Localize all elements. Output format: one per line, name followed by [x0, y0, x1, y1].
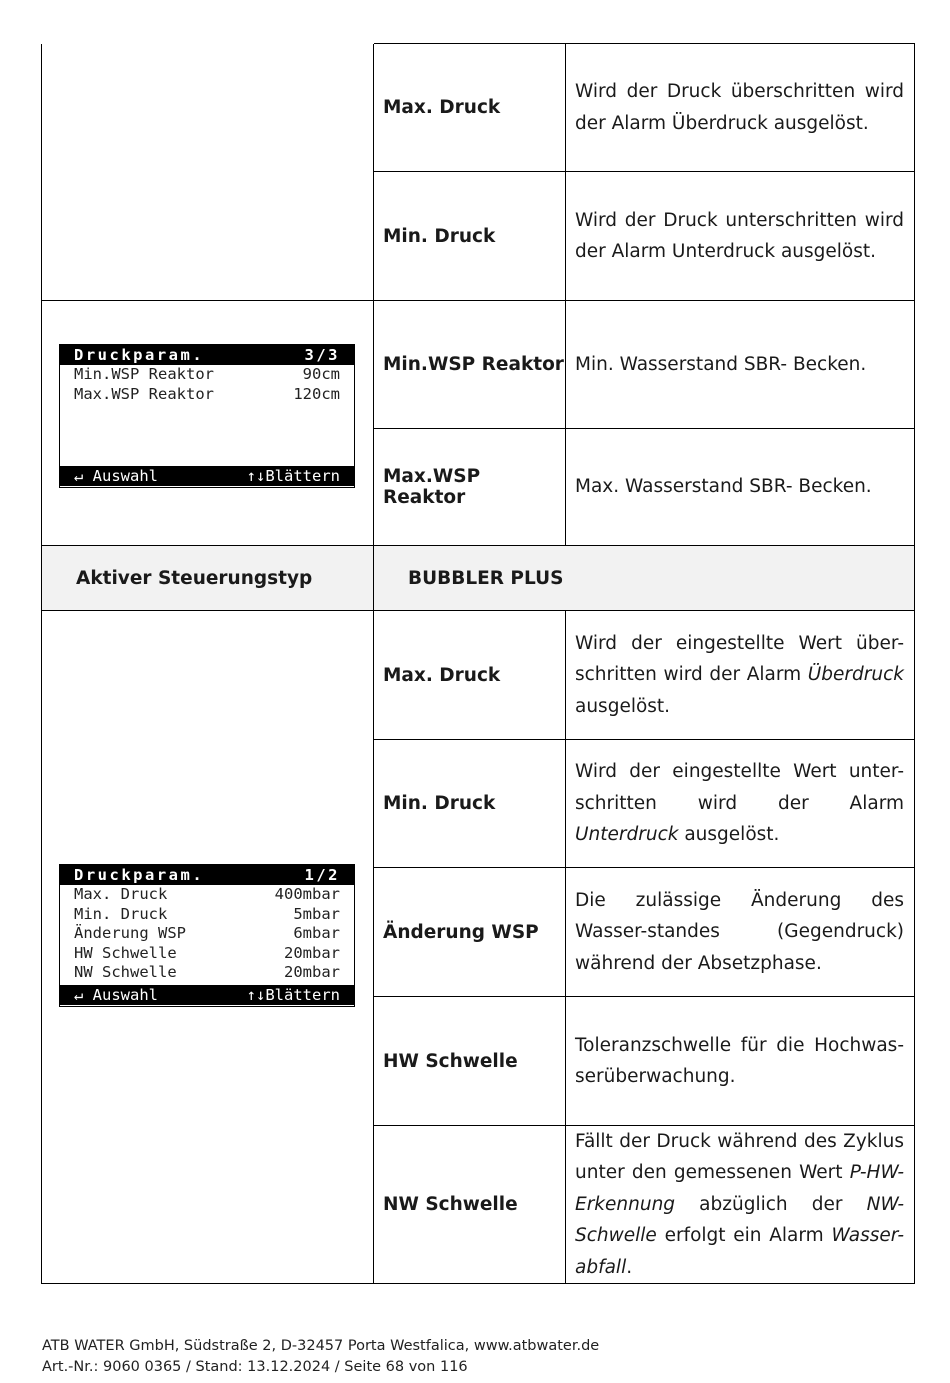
- lcd-select-hint: ↵ Auswahl: [74, 985, 158, 1004]
- lcd-title: Druckparam.: [74, 866, 205, 884]
- param-aenderung-wsp: Änderung WSP: [383, 921, 539, 943]
- lcd-footer-bar: [60, 466, 354, 486]
- lcd-title: Druckparam.: [74, 346, 205, 364]
- lcd-line: Änderung WSP 6mbar: [74, 924, 340, 943]
- param-hw-schwelle: HW Schwelle: [383, 1050, 518, 1072]
- lcd-scroll-hint: ↑↓Blättern: [246, 985, 340, 1004]
- lcd-title-bar: [60, 865, 354, 885]
- lcd-line: Min. Druck 5mbar: [74, 904, 340, 923]
- param-min-druck: Min. Druck: [383, 225, 496, 247]
- desc-min-druck: Wird der Druck unterschritten wird der Alarm Unterdruck ausgelöst.: [575, 209, 904, 262]
- lcd-footer-bar: [60, 985, 354, 1005]
- param-min-druck-bubbler: Min. Druck: [383, 793, 496, 814]
- desc-max-druck: Wird der Druck überschritten wird der Alarm Überdruck ausgelöst.: [575, 81, 904, 134]
- lcd-line: Min.WSP Reaktor 90cm: [74, 365, 340, 383]
- desc-max-druck-bubbler: Wird der eingestellte Wert über-schritten wird der Alarm Überdruck ausgelöst.: [575, 632, 904, 717]
- param-min-wsp-reaktor: Min.WSP Reaktor: [383, 354, 564, 375]
- lcd-select-hint: ↵ Auswahl: [74, 467, 158, 486]
- lcd-line: Max. Druck 400mbar: [74, 885, 340, 903]
- footer-document-info: Art.-Nr.: 9060 0365 / Stand: 13.12.2024 / Seite 68 von 116: [42, 1359, 468, 1375]
- footer-company-address: ATB WATER GmbH, Südstraße 2, D-32457 Porta Westfalica, www.atbwater.de: [42, 1338, 600, 1354]
- desc-max-wsp-reaktor: Max. Wasserstand SBR- Becken.: [575, 476, 872, 498]
- param-max-druck-bubbler: Max. Druck: [383, 664, 501, 686]
- param-max-wsp-reaktor: Max.WSP Reaktor: [383, 466, 481, 508]
- lcd-display-druckparam-3-3: [59, 344, 355, 488]
- desc-nw-schwelle: Fällt der Druck während des Zyklus unter den gemessenen Wert P-HW-Erkennung abzüglich der NW-Schwelle erfolgt ein Alarm Wasser-abfall.: [575, 1130, 904, 1278]
- lcd-line: Max.WSP Reaktor 120cm: [74, 384, 340, 403]
- desc-min-druck-bubbler: Wird der eingestellte Wert unter-schritten wird der Alarm Unterdruck ausgelöst.: [575, 761, 904, 846]
- lcd-scroll-hint: ↑↓Blättern: [246, 467, 340, 486]
- lcd-line: NW Schwelle 20mbar: [74, 963, 340, 982]
- lcd-display-druckparam-1-2: [59, 864, 355, 1007]
- lcd-page-indicator: 1/2: [304, 866, 340, 884]
- desc-hw-schwelle: Toleranzschwelle für die Hochwas-serüberwachung.: [575, 1034, 904, 1087]
- lcd-title-bar: [60, 345, 354, 365]
- param-nw-schwelle: NW Schwelle: [383, 1194, 518, 1215]
- desc-aenderung-wsp: Die zulässige Änderung des Wasser-standes (Gegendruck) während der Absetzphase.: [575, 889, 904, 974]
- lcd-page-indicator: 3/3: [304, 346, 340, 364]
- param-max-druck: Max. Druck: [383, 97, 501, 118]
- section-header-value: BUBBLER PLUS: [408, 567, 564, 589]
- lcd-line: HW Schwelle 20mbar: [74, 943, 340, 962]
- desc-min-wsp-reaktor: Min. Wasserstand SBR- Becken.: [575, 353, 867, 375]
- section-header-label: Aktiver Steuerungstyp: [76, 567, 313, 589]
